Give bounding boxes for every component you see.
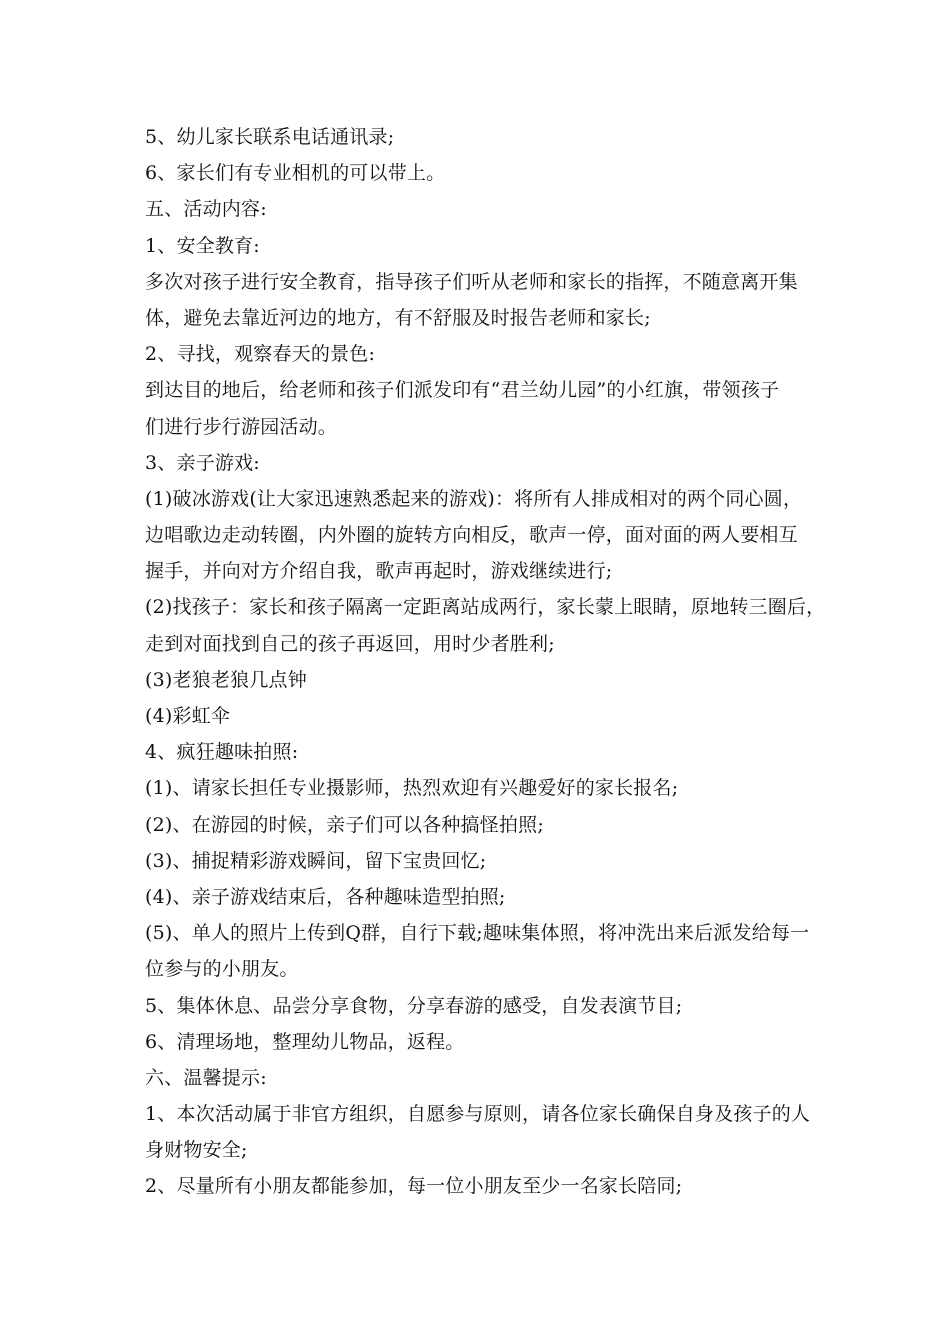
text-line: 6、清理场地，整理幼儿物品，返程。 [145,1030,465,1053]
text-line: 2、尽量所有小朋友都能参加，每一位小朋友至少一名家长陪同; [145,1175,683,1198]
text-line: 到达目的地后，给老师和孩子们派发印有“君兰幼儿园”的小红旗，带领孩子 [145,379,780,402]
text-line: (3)、捕捉精彩游戏瞬间，留下宝贵回忆; [145,849,487,872]
text-line: 握手，并向对方介绍自我，歌声再起时，游戏继续进行; [145,560,613,583]
text-line: 身财物安全; [145,1139,248,1162]
text-line: 们进行步行游园活动。 [145,415,338,438]
text-line: (4)、亲子游戏结束后，各种趣味造型拍照; [145,885,506,908]
text-line: (3)老狼老狼几点钟 [145,668,307,691]
text-line: (1)破冰游戏(让大家迅速熟悉起来的游戏)：将所有人排成相对的两个同心圆， [145,487,803,510]
section-heading: 六、温馨提示: [145,1066,267,1089]
text-line: 边唱歌边走动转圈，内外圈的旋转方向相反，歌声一停，面对面的两人要相互 [145,524,798,547]
text-line: 位参与的小朋友。 [145,958,299,981]
subsection-heading: 3、亲子游戏: [145,451,260,474]
text-line: (2)、在游园的时候，亲子们可以各种搞怪拍照; [145,813,544,836]
text-line: (2)找孩子：家长和孩子隔离一定距离站成两行，家长蒙上眼睛，原地转三圈后， [145,596,826,619]
text-line: (5)、单人的照片上传到Q群，自行下载;趣味集体照，将冲洗出来后派发给每一 [145,922,810,945]
text-line: 6、家长们有专业相机的可以带上。 [145,162,446,185]
text-line: 体，避免去靠近河边的地方，有不舒服及时报告老师和家长; [145,306,651,329]
text-line: 5、幼儿家长联系电话通讯录; [145,126,395,148]
text-line: 走到对面找到自己的孩子再返回，用时少者胜利; [145,632,555,655]
section-heading: 五、活动内容: [145,198,267,221]
text-line: (1)、请家长担任专业摄影师，热烈欢迎有兴趣爱好的家长报名; [145,777,679,800]
subsection-heading: 1、安全教育: [145,234,260,257]
text-line: 1、本次活动属于非官方组织，自愿参与原则，请各位家长确保自身及孩子的人 [145,1103,811,1126]
text-line: 多次对孩子进行安全教育，指导孩子们听从老师和家长的指挥，不随意离开集 [145,270,798,293]
subsection-heading: 2、寻找，观察春天的景色: [145,343,376,366]
text-line: (4)彩虹伞 [145,705,231,727]
text-line: 5、集体休息、品尝分享食物，分享春游的感受，自发表演节目; [145,994,683,1017]
subsection-heading: 4、疯狂趣味拍照: [145,741,299,764]
document-body [145,119,825,1205]
